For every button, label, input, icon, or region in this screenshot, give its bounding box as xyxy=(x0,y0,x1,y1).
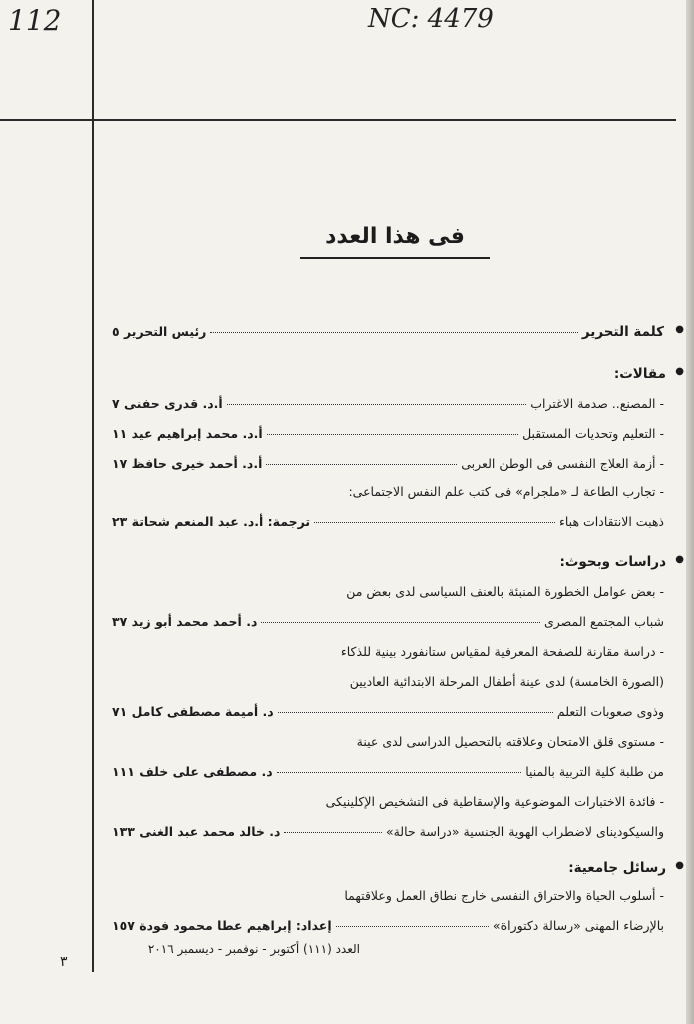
section-theses-heading: رسائل جامعية: xyxy=(568,860,666,876)
toc-item: ذهبت الانتقادات هباء ترجمة: أ.د. عبد المنعم شحاتة ٢٣ xyxy=(112,514,664,529)
section-theses xyxy=(112,860,684,876)
header-rule xyxy=(0,119,676,121)
handwritten-catalog-number: NC: 4479 xyxy=(368,4,494,34)
toc-item-line: - بعض عوامل الخطورة المنبئة بالعنف السياسى لدى بعض من xyxy=(346,584,664,599)
handwritten-page-number: 112 xyxy=(8,4,62,37)
section-articles-heading: مقالات: xyxy=(613,366,666,382)
toc-item: - التعليم وتحديات المستقبل أ.د. محمد إبراهيم عيد ١١ xyxy=(112,426,664,441)
issue-info: العدد (١١١) أكتوبر - نوفمبر - ديسمبر ٢٠١٦ xyxy=(147,942,360,956)
toc-item: - المصنع.. صدمة الاغتراب أ.د. قدرى حفنى ٧ xyxy=(112,396,664,411)
toc-item: من طلبة كلية التربية بالمنيا د. مصطفى على خلف ١١١ xyxy=(112,764,664,779)
toc-item-line: - دراسة مقارنة للصفحة المعرفية لمقياس ستانفورد بينية للذكاء xyxy=(340,644,664,659)
toc-item: بالإرضاء المهنى «رسالة دكتوراة» إعداد: إبراهيم عطا محمود فودة ١٥٧ xyxy=(112,918,664,933)
toc-item-line: - أسلوب الحياة والاحتراق النفسى خارج نطاق العمل وعلاقتهما xyxy=(344,888,664,903)
toc-item: - أزمة العلاج النفسى فى الوطن العربى أ.د. أحمد خيرى حافظ ١٧ xyxy=(112,456,664,471)
bullet-icon: ● xyxy=(675,554,684,565)
toc-editorial-author: رئيس التحرير ٥ xyxy=(112,324,207,339)
section-studies-heading: دراسات وبحوث: xyxy=(559,554,666,570)
toc-item: وذوى صعوبات التعلم د. أميمة مصطفى كامل ٧١ xyxy=(112,704,664,719)
leader-dots xyxy=(210,331,578,333)
toc-item-line: - مستوى قلق الامتحان وعلاقته بالتحصيل الدراسى لدى عينة xyxy=(356,734,664,749)
toc-item-line: - فائدة الاختبارات الموضوعية والإسقاطية فى التشخيص الإكلينيكى xyxy=(325,794,664,809)
toc-editorial-title: كلمة التحرير xyxy=(581,324,664,340)
page-number: ٣ xyxy=(60,954,68,970)
toc-editorial xyxy=(112,324,684,340)
bullet-icon: ● xyxy=(675,860,684,871)
toc-item-line: (الصورة الخامسة) لدى عينة أطفال المرحلة الابتدائية العاديين xyxy=(349,674,664,689)
toc-item: والسيكوديناى لاضطراب الهوية الجنسية «دراسة حالة» د. خالد محمد عبد الغنى ١٣٣ xyxy=(112,824,664,839)
section-studies xyxy=(112,554,684,570)
section-articles xyxy=(112,366,684,382)
page-title: فى هذا العدد xyxy=(325,224,465,249)
bullet-icon: ● xyxy=(675,324,684,335)
toc-item-line: - تجارب الطاعة لـ «ملجرام» فى كتب علم النفس الاجتماعى: xyxy=(348,484,664,499)
toc-item: شباب المجتمع المصرى د. أحمد محمد أبو زيد ٣٧ xyxy=(112,614,664,629)
bullet-icon: ● xyxy=(675,366,684,377)
page-edge xyxy=(686,0,694,1024)
title-underline xyxy=(300,257,490,259)
